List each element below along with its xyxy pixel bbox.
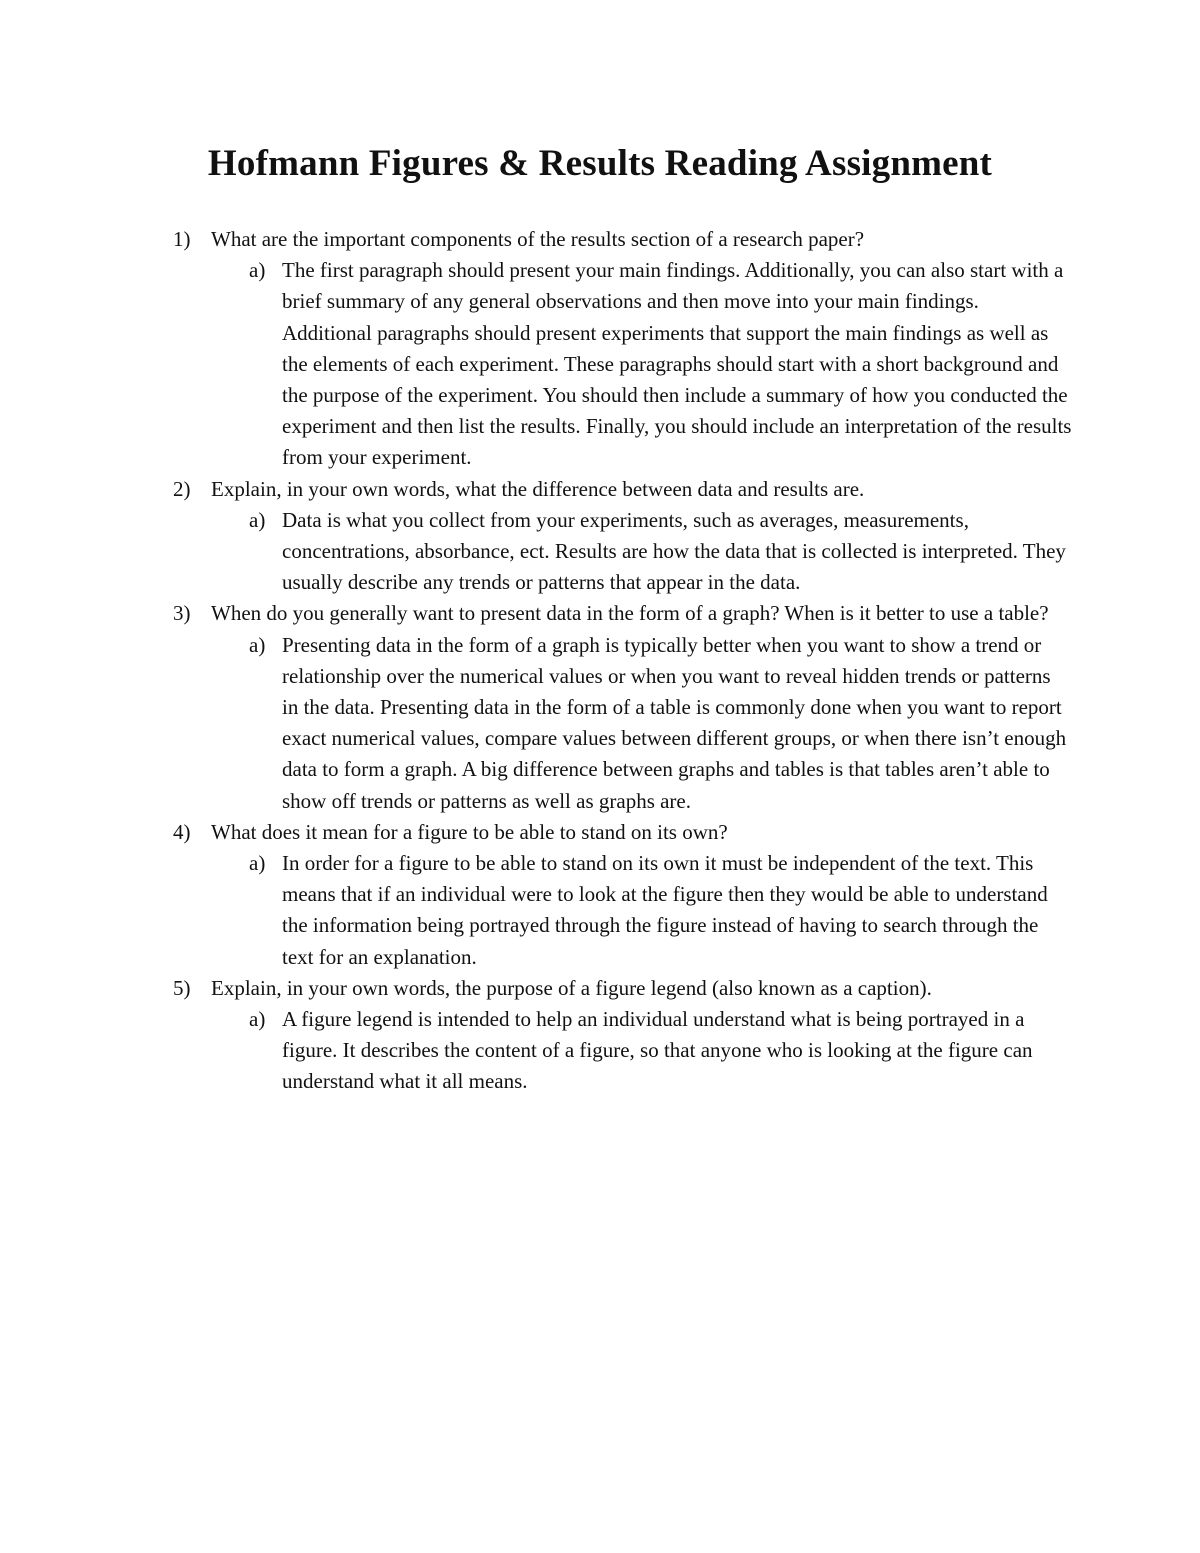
question-text: What does it mean for a figure to be able to stand on its own? <box>211 819 728 844</box>
answer-letter: a) <box>249 851 266 876</box>
answer-letter: a) <box>249 1007 266 1032</box>
question-number: 2) <box>173 476 191 501</box>
answer-item <box>211 505 1073 599</box>
question-text: When do you generally want to present data in the form of a graph? When is it better to use a table? <box>211 601 1049 626</box>
question-item-1 <box>173 224 1073 474</box>
answer-item <box>211 630 1073 817</box>
answer-text: Presenting data in the form of a graph is typically better when you want to show a trend or relationship over the numerical values or when you want to reveal hidden trends or patterns in the data. Presenting data in the form of a table is commonly done when you want to report exact numerical values, compare values between different groups, or when there isn’t enough data to form a graph. A big difference between graphs and tables is that tables aren’t able to show off trends or patterns as well as graphs are. <box>282 632 1067 813</box>
answer-list <box>211 505 1073 599</box>
question-text: Explain, in your own words, the purpose of a figure legend (also known as a caption). <box>211 975 932 1000</box>
question-text: What are the important components of the results section of a research paper? <box>211 227 865 251</box>
answer-text: The first paragraph should present your main findings. Additionally, you can also start with a brief summary of any general observations and then move into your main findings. Additional paragraphs should present experiments that support the main findings as well as the elements of each experiment. These paragraphs should start with a short background and the purpose of the experiment. You should then include a summary of how you conducted the experiment and then list the results. Finally, you should include an interpretation of the results from your experiment. <box>282 258 1072 470</box>
question-number: 5) <box>173 975 191 1000</box>
answer-item <box>211 1004 1073 1098</box>
answer-letter: a) <box>249 258 266 283</box>
question-number: 4) <box>173 819 191 844</box>
question-text: Explain, in your own words, what the difference between data and results are. <box>211 476 865 501</box>
answer-text: Data is what you collect from your experiments, such as averages, measurements, concentrations, absorbance, ect. Results are how the data that is collected is interpreted. They usually describe any trends or patterns that appear in the data. <box>282 507 1066 595</box>
answer-list <box>211 848 1073 973</box>
answer-list <box>211 630 1073 817</box>
question-item-2 <box>173 474 1073 599</box>
page-title: Hofmann Figures & Results Reading Assignment <box>207 143 993 184</box>
question-number: 3) <box>173 601 191 626</box>
answer-list <box>211 1004 1073 1098</box>
answer-text: A figure legend is intended to help an individual understand what is being portrayed in a figure. It describes the content of a figure, so that anyone who is looking at the figure can understand what it all means. <box>282 1007 1033 1094</box>
answer-item <box>211 255 1073 473</box>
answer-letter: a) <box>249 507 266 532</box>
question-item-3 <box>173 598 1073 816</box>
answer-list <box>211 255 1073 473</box>
question-number: 1) <box>173 227 191 251</box>
question-item-4 <box>173 817 1073 973</box>
question-list <box>173 224 1073 1098</box>
question-item-5 <box>173 973 1073 1098</box>
answer-text: In order for a figure to be able to stand on its own it must be independent of the text. This means that if an individual were to look at the figure then they would be able to understand the information being portrayed through the figure instead of having to search through the text for an explanation. <box>282 851 1048 969</box>
answer-letter: a) <box>249 632 266 657</box>
answer-item <box>211 848 1073 973</box>
